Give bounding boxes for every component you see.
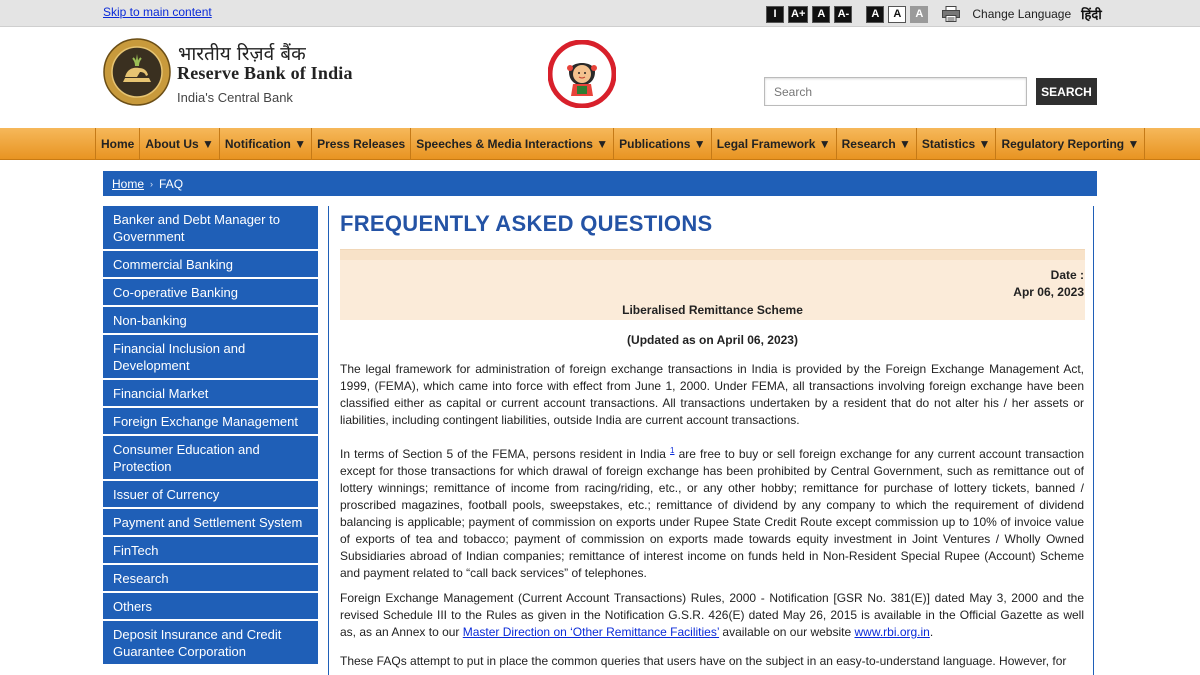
- sidebar-item-financial-inclusion[interactable]: Financial Inclusion and Development: [103, 335, 318, 378]
- nav-home[interactable]: Home: [95, 128, 139, 160]
- search-input[interactable]: [764, 77, 1027, 106]
- sidebar-item-financial-market[interactable]: Financial Market: [103, 380, 318, 406]
- sidebar-item-non-banking[interactable]: Non-banking: [103, 307, 318, 333]
- page-title: FREQUENTLY ASKED QUESTIONS: [340, 211, 713, 236]
- main-content: [328, 206, 1094, 675]
- date-value: Apr 06, 2023: [1013, 285, 1084, 299]
- sidebar-item-others[interactable]: Others: [103, 593, 318, 619]
- font-decrease-button[interactable]: A-: [834, 6, 852, 23]
- scheme-title: Liberalised Remittance Scheme: [622, 303, 803, 317]
- paragraph-legal-framework: The legal framework for administration of foreign exchange transactions in India is provided by the Foreign Exchange Management Act, 1999, (FEMA), which came into force with effect from June 1, 2000. Under FEMA, all transactions involving foreign exchange have been classified either as capital or current account transactions. All transactions undertaken by a resident that do not alter his / her assets or liabilities, including contingent liabilities, outside India are current account transactions.: [340, 362, 1084, 427]
- sidebar-item-research[interactable]: Research: [103, 565, 318, 591]
- sidebar-menu: [103, 206, 318, 666]
- date-label: Date :: [1050, 268, 1084, 282]
- site-header: [0, 27, 1200, 128]
- sidebar-item-payment-settlement[interactable]: Payment and Settlement System: [103, 509, 318, 535]
- sidebar-item-deposit-insurance[interactable]: Deposit Insurance and Credit Guarantee Corporation: [103, 621, 318, 664]
- nav-research[interactable]: Research ▼: [836, 128, 916, 160]
- breadcrumb-current: FAQ: [159, 176, 184, 191]
- nav-press-releases[interactable]: Press Releases: [311, 128, 410, 160]
- nav-notification[interactable]: Notification ▼: [219, 128, 311, 160]
- sidebar-item-issuer-of-currency[interactable]: Issuer of Currency: [103, 481, 318, 507]
- print-icon[interactable]: [942, 6, 960, 22]
- font-normal-button[interactable]: A: [812, 6, 830, 23]
- main-navigation: [0, 128, 1200, 160]
- breadcrumb-home-link[interactable]: Home: [112, 176, 145, 191]
- nav-publications[interactable]: Publications ▼: [613, 128, 711, 160]
- nav-about-us[interactable]: About Us ▼: [139, 128, 219, 160]
- change-language-label: Change Language: [972, 7, 1072, 21]
- text-only-button[interactable]: I: [766, 6, 784, 23]
- font-increase-button[interactable]: A+: [788, 6, 808, 23]
- accessibility-tools: [766, 4, 1102, 24]
- breadcrumb-separator: ›: [150, 178, 154, 189]
- skip-to-main-link[interactable]: Skip to main content: [103, 5, 212, 19]
- contrast-dark-button[interactable]: A: [866, 6, 884, 23]
- master-direction-link[interactable]: Master Direction on ‘Other Remittance Facilities’: [462, 625, 720, 639]
- sidebar-item-fintech[interactable]: FinTech: [103, 537, 318, 563]
- org-name[interactable]: Reserve Bank of India: [177, 63, 353, 83]
- nav-speeches-media[interactable]: Speeches & Media Interactions ▼: [410, 128, 613, 160]
- updated-note: (Updated as on April 06, 2023): [627, 333, 798, 347]
- sidebar-item-banker-debt-manager[interactable]: Banker and Debt Manager to Government: [103, 206, 318, 249]
- rbi-seal-logo[interactable]: [103, 38, 171, 106]
- contrast-light-button[interactable]: A: [888, 6, 906, 23]
- paragraph-faq-intro: These FAQs attempt to put in place the common queries that users have on the subject in an easy-to-understand language. However, for: [340, 654, 1067, 668]
- paragraph-rules-notification: Foreign Exchange Management (Current Account Transactions) Rules, 2000 - Notification [GSR No. 381(E)] dated May 3, 2000 and the revised Schedule III to the Rules as given in the Notification G.S.R. 426(E) dated May 26, 2015 is available in the Official Gazette as well as, as an Annex to our Master Direction on ‘Other Remittance Facilities’ available on our website www.rbi.org.in.: [340, 591, 1084, 639]
- top-utility-bar: [0, 0, 1200, 27]
- footnote-1-link[interactable]: 1: [670, 446, 675, 455]
- org-name-hindi: भारतीय रिज़र्व बैंक: [178, 43, 306, 65]
- campaign-girl-logo: [548, 40, 616, 108]
- sidebar-item-commercial-banking[interactable]: Commercial Banking: [103, 251, 318, 277]
- nav-regulatory-reporting[interactable]: Regulatory Reporting ▼: [995, 128, 1145, 160]
- breadcrumb: [103, 171, 1097, 196]
- hindi-language-link[interactable]: हिंदी: [1081, 7, 1102, 22]
- org-tagline: India's Central Bank: [177, 90, 293, 105]
- sidebar-item-cooperative-banking[interactable]: Co-operative Banking: [103, 279, 318, 305]
- contrast-grey-button[interactable]: A: [910, 6, 928, 23]
- sidebar-item-consumer-education[interactable]: Consumer Education and Protection: [103, 436, 318, 479]
- nav-statistics[interactable]: Statistics ▼: [916, 128, 996, 160]
- paragraph-section-5: In terms of Section 5 of the FEMA, persons resident in India $^1$ are free to buy or sell foreign exchange for any current account transaction except for those transactions for which drawal of foreign exchange has been prohibited by Central Government, such as remittance out of lottery winnings; remittance of income from racing/riding, etc., or any other hobby; remittance for purchase of lottery tickets, banned / proscribed magazines, football pools, sweepstakes, etc.; remittance of dividend by any company to which the requirement of dividend balancing is applicable; payment of commission on exports under Rupee State Credit Route except commission up to 10% of invoice value of exports of tea and tobacco; payment of commission on exports made towards equity investment in Joint Ventures / Wholly Owned Subsidiaries abroad of Indian companies; remittance of interest income on funds held in Non-Resident Special Rupee (Account) Scheme and payment related to “call back services” of telephones.: [340, 446, 1085, 580]
- search-button[interactable]: SEARCH: [1036, 78, 1097, 105]
- rbi-website-link[interactable]: www.rbi.org.in: [854, 625, 930, 639]
- faq-meta-box: [340, 249, 1085, 320]
- sidebar-item-foreign-exchange[interactable]: Foreign Exchange Management: [103, 408, 318, 434]
- nav-legal-framework[interactable]: Legal Framework ▼: [711, 128, 836, 160]
